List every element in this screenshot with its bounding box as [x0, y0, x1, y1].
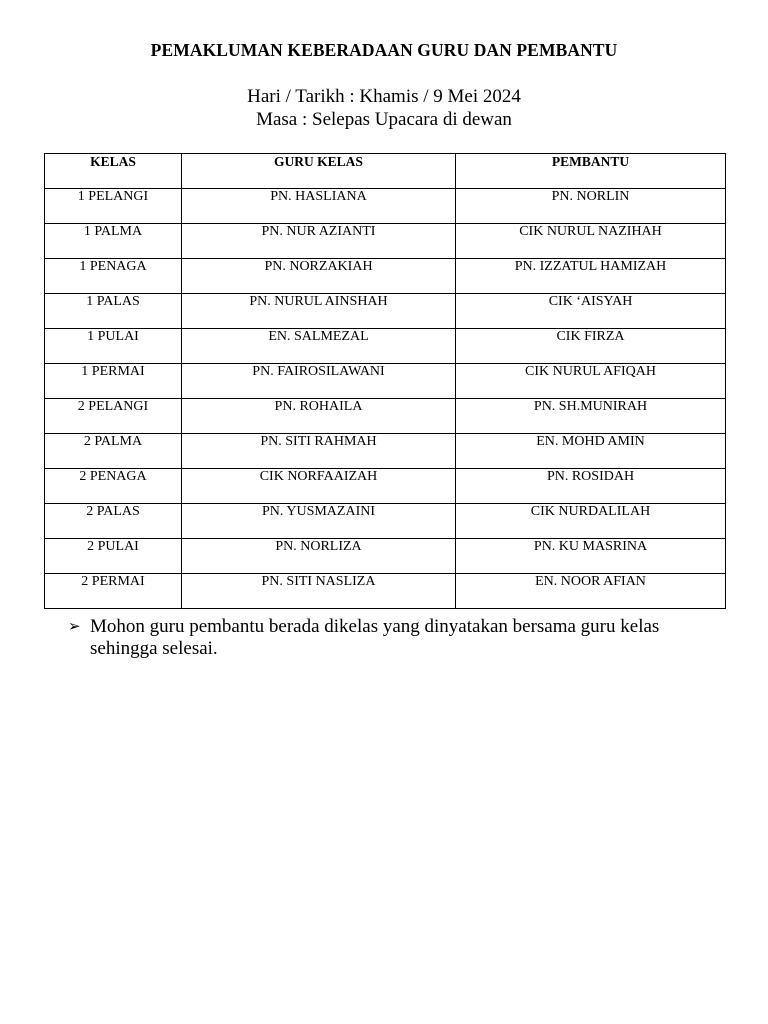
note-text: Mohon guru pembantu berada dikelas yang dinyatakan bersama guru kelas sehingga selesai. [90, 616, 660, 659]
cell-kelas: 1 PULAI [45, 329, 182, 364]
cell-pembantu: CIK NURUL AFIQAH [456, 364, 726, 399]
cell-pembantu: EN. MOHD AMIN [456, 434, 726, 469]
header-pembantu: PEMBANTU [456, 154, 726, 189]
cell-pembantu: CIK FIRZA [456, 329, 726, 364]
cell-guru-kelas: PN. YUSMAZAINI [182, 504, 456, 539]
table-row [45, 364, 726, 399]
assignment-table [44, 153, 726, 609]
cell-kelas: 2 PALAS [45, 504, 182, 539]
cell-guru-kelas: PN. ROHAILA [182, 399, 456, 434]
cell-pembantu: PN. ROSIDAH [456, 469, 726, 504]
cell-guru-kelas: PN. SITI RAHMAH [182, 434, 456, 469]
table-row [45, 469, 726, 504]
table-row [45, 539, 726, 574]
cell-pembantu: CIK NURUL NAZIHAH [456, 224, 726, 259]
table-row [45, 574, 726, 609]
cell-pembantu: PN. SH.MUNIRAH [456, 399, 726, 434]
table-row [45, 224, 726, 259]
cell-guru-kelas: CIK NORFAAIZAH [182, 469, 456, 504]
cell-guru-kelas: PN. NURUL AINSHAH [182, 294, 456, 329]
table-header-row [45, 154, 726, 189]
header-guru-kelas: GURU KELAS [182, 154, 456, 189]
cell-kelas: 2 PALMA [45, 434, 182, 469]
cell-guru-kelas: PN. NUR AZIANTI [182, 224, 456, 259]
time-line: Masa : Selepas Upacara di dewan [256, 109, 512, 130]
table-row [45, 294, 726, 329]
cell-guru-kelas: PN. HASLIANA [182, 189, 456, 224]
table-row [45, 434, 726, 469]
cell-kelas: 2 PENAGA [45, 469, 182, 504]
document-title: PEMAKLUMAN KEBERADAAN GURU DAN PEMBANTU [150, 40, 618, 60]
cell-guru-kelas: PN. NORZAKIAH [182, 259, 456, 294]
cell-pembantu: PN. KU MASRINA [456, 539, 726, 574]
cell-pembantu: PN. IZZATUL HAMIZAH [456, 259, 726, 294]
cell-pembantu: EN. NOOR AFIAN [456, 574, 726, 609]
table-row [45, 189, 726, 224]
table-row [45, 504, 726, 539]
cell-guru-kelas: PN. NORLIZA [182, 539, 456, 574]
cell-kelas: 1 PELANGI [45, 189, 182, 224]
cell-kelas: 1 PERMAI [45, 364, 182, 399]
cell-kelas: 1 PALAS [45, 294, 182, 329]
cell-kelas: 1 PENAGA [45, 259, 182, 294]
table-row [45, 329, 726, 364]
cell-pembantu: PN. NORLIN [456, 189, 726, 224]
header-kelas: KELAS [45, 154, 182, 189]
cell-guru-kelas: PN. SITI NASLIZA [182, 574, 456, 609]
cell-kelas: 2 PELANGI [45, 399, 182, 434]
cell-kelas: 1 PALMA [45, 224, 182, 259]
cell-kelas: 2 PERMAI [45, 574, 182, 609]
cell-pembantu: CIK ‘AISYAH [456, 294, 726, 329]
table-row [45, 399, 726, 434]
cell-kelas: 2 PULAI [45, 539, 182, 574]
note-paragraph [68, 616, 728, 660]
day-date-line: Hari / Tarikh : Khamis / 9 Mei 2024 [247, 86, 521, 107]
cell-pembantu: CIK NURDALILAH [456, 504, 726, 539]
table-row [45, 259, 726, 294]
arrow-bullet-icon: ➢ [68, 619, 81, 635]
cell-guru-kelas: PN. FAIROSILAWANI [182, 364, 456, 399]
cell-guru-kelas: EN. SALMEZAL [182, 329, 456, 364]
